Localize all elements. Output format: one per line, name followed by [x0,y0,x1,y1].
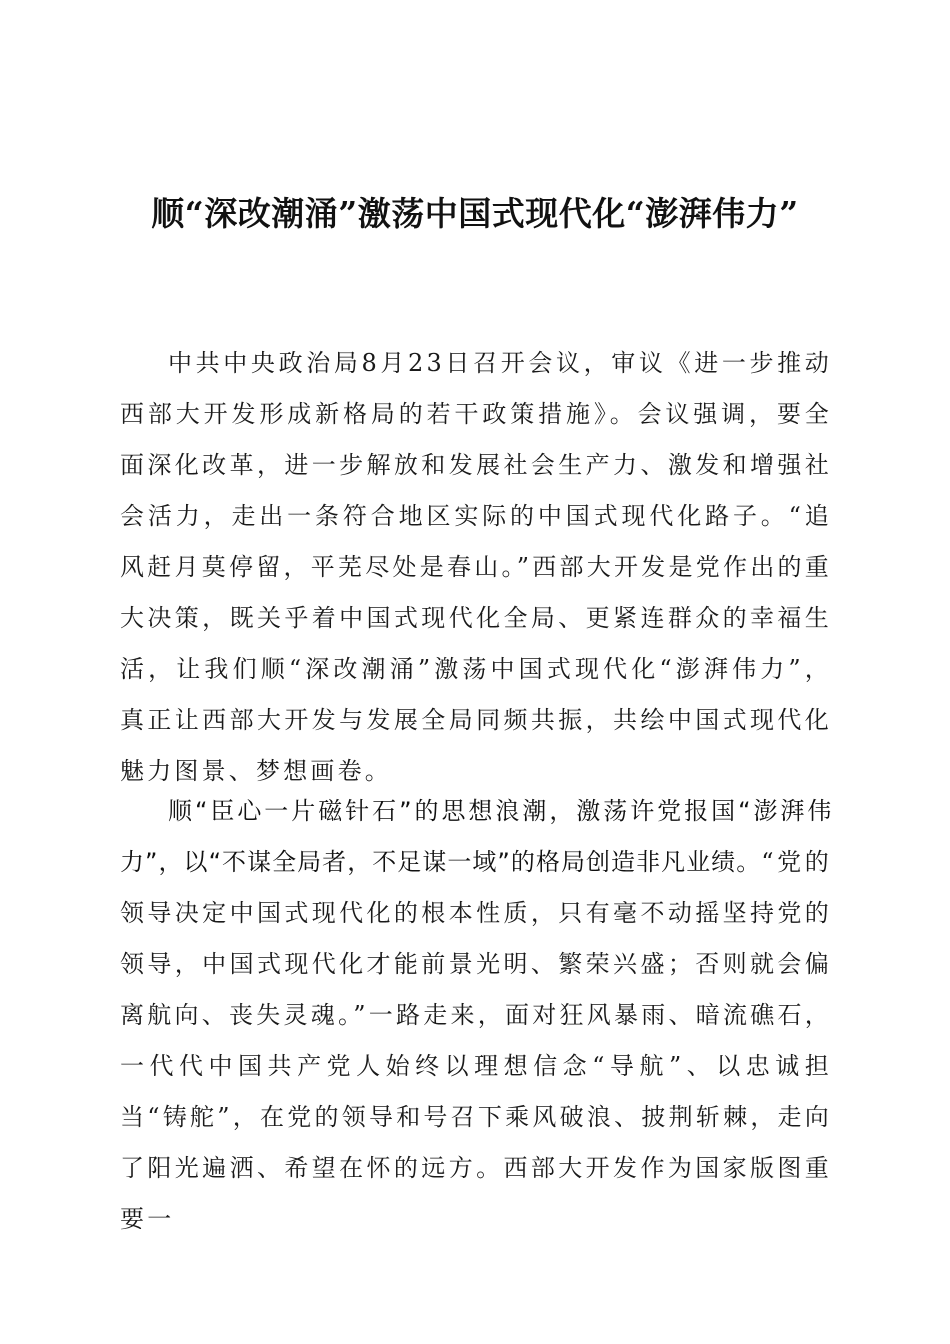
document-title: 顺“深改潮涌”激荡中国式现代化“澎湃伟力” [151,194,799,233]
paragraph-1: 中共中央政治局8月23日召开会议，审议《进一步推动西部大开发形成新格局的若干政策措施》。会议强调，要全面深化改革，进一步解放和发展社会生产力、激发和增强社会活力，走出一条符合地区实际的中国式现代化路子。“追风赶月莫停留，平芜尽处是春山。”西部大开发是党作出的重大决策，既关乎着中国式现代化全局、更紧连群众的幸福生活，让我们顺“深改潮涌”激荡中国式现代化“澎湃伟力”，真正让西部大开发与发展全局同频共振，共绘中国式现代化魅力图景、梦想画卷。 [120,349,832,785]
paragraph-2 [120,786,832,1245]
paragraph-2-lead: 顺“臣心一片磁针石”的思想浪潮，激荡许党报国“澎湃伟力”，以“不谋全局者，不足谋一域”的格局创造非凡业绩。 [120,797,832,876]
paragraph-2-text: “党的领导决定中国式现代化的根本性质，只有毫不动摇坚持党的领导，中国式现代化才能前景光明、繁荣兴盛；否则就会偏离航向、丧失灵魂。”一路走来，面对狂风暴雨、暗流礁石，一代代中国共产党人始终以理想信念“导航”、以忠诚担当“铸舵”，在党的领导和号召下乘风破浪、披荆斩棘，走向了阳光遍洒、希望在怀的远方。西部大开发作为国家版图重要一 [120,848,833,1233]
